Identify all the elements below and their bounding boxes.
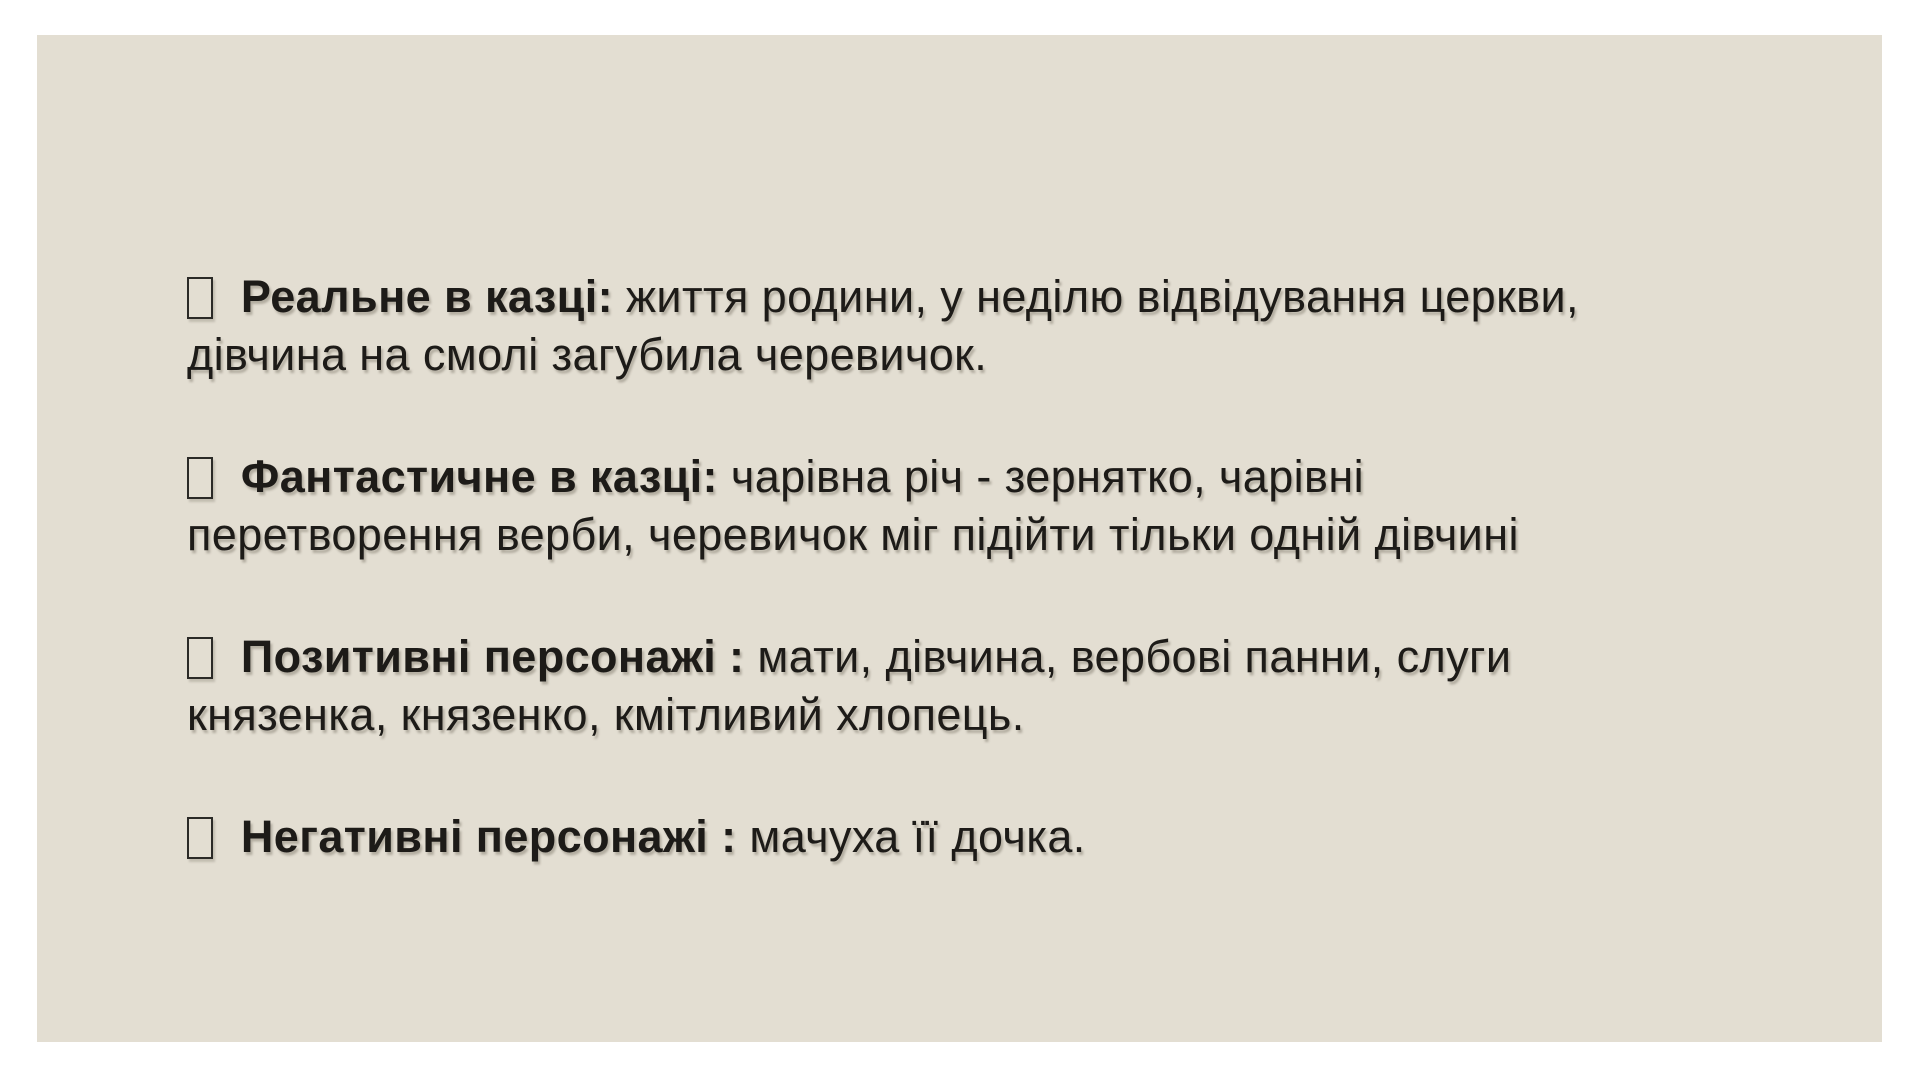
- missing-glyph-box-icon: [187, 637, 213, 679]
- bullet-line: [187, 628, 1747, 686]
- bullet-item-nehatyvni: [187, 808, 1747, 866]
- missing-glyph-box-icon: [187, 817, 213, 859]
- bullet-item-realne: [187, 268, 1747, 384]
- bullet-text: мачуха її дочка.: [749, 811, 1086, 862]
- missing-glyph-box-icon: [187, 277, 213, 319]
- bullet-line: [187, 448, 1747, 506]
- bullet-item-pozytyvni: [187, 628, 1747, 744]
- bullet-label: Негативні персонажі :: [240, 811, 737, 862]
- bullet-text: чарівна річ - зернятко, чарівні: [730, 451, 1364, 502]
- slide-canvas: [37, 35, 1882, 1042]
- missing-glyph-box-icon: [187, 457, 213, 499]
- slide-text-block: [187, 268, 1747, 866]
- bullet-text-continued: перетворення верби, черевичок міг підійти тільки одній дівчині: [187, 509, 1519, 560]
- bullet-text: мати, дівчина, вербові панни, слуги: [757, 631, 1512, 682]
- bullet-label: Позитивні персонажі :: [240, 631, 745, 682]
- bullet-line: [187, 808, 1747, 866]
- bullet-text-continued: князенка, князенко, кмітливий хлопець.: [187, 689, 1025, 740]
- bullet-line: [187, 268, 1747, 326]
- bullet-label: Фантастичне в казці:: [240, 451, 718, 502]
- bullet-text-continued: дівчина на смолі загубила черевичок.: [187, 329, 988, 380]
- bullet-text: життя родини, у неділю відвідування церкви,: [625, 271, 1579, 322]
- bullet-item-fantastychne: [187, 448, 1747, 564]
- bullet-label: Реальне в казці:: [240, 271, 613, 322]
